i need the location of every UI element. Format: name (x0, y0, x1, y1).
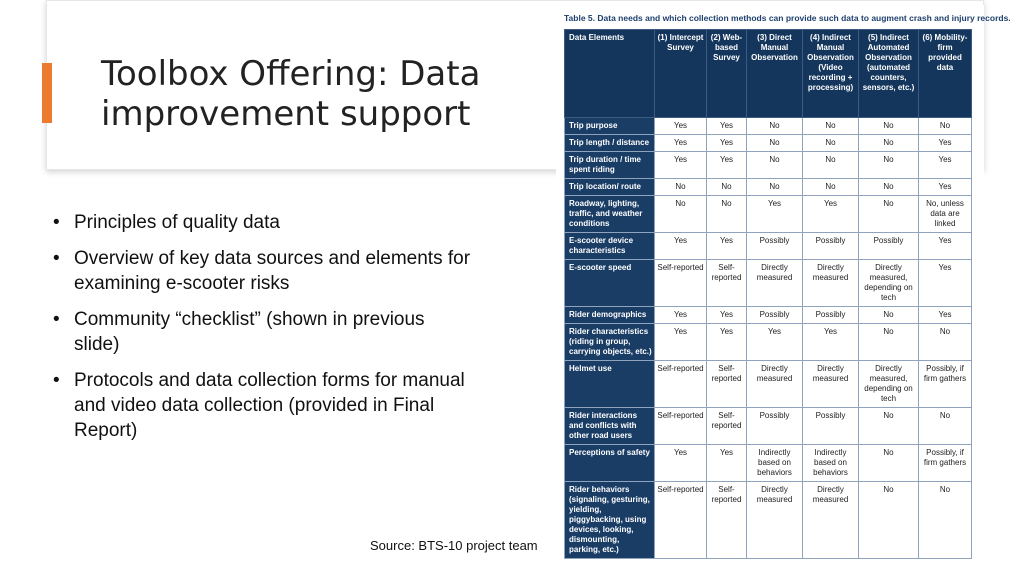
table-cell: No (859, 408, 919, 445)
table-cell: Yes (707, 118, 747, 135)
table-cell: Yes (707, 324, 747, 361)
table-row (565, 482, 972, 559)
table-cell: Directly measured (747, 482, 803, 559)
table-cell: Yes (919, 307, 972, 324)
row-label: Helmet use (565, 361, 655, 408)
table-row (565, 260, 972, 307)
table-cell: Yes (707, 233, 747, 260)
table-cell: No (747, 135, 803, 152)
row-label: Trip length / distance (565, 135, 655, 152)
table-cell: No (859, 324, 919, 361)
table-cell: No (655, 196, 707, 233)
bullet-text: Community “checklist” (shown in previous slide) (74, 309, 425, 355)
slide-title: Toolbox Offering: Data improvement support (101, 54, 481, 134)
bullet-item (53, 368, 473, 443)
table-cell: Possibly (803, 307, 859, 324)
bullet-text: Overview of key data sources and elements for examining e-scooter risks (74, 248, 471, 294)
table-cell: No (919, 408, 972, 445)
table-image (556, 5, 1011, 575)
table-cell: No (803, 135, 859, 152)
table-cell: Yes (655, 152, 707, 179)
table-cell: Yes (707, 307, 747, 324)
row-label: E-scooter speed (565, 260, 655, 307)
row-label: Perceptions of safety (565, 445, 655, 482)
table-cell: Possibly (803, 233, 859, 260)
table-cell: Possibly (747, 233, 803, 260)
table-cell: Yes (655, 445, 707, 482)
bullet-text: Protocols and data collection forms for manual and video data collection (provided in Final Report) (74, 370, 465, 441)
table-cell: Directly measured, depending on tech (859, 361, 919, 408)
bullet-item (53, 307, 473, 357)
table-cell: Directly measured (747, 361, 803, 408)
table-cell: Self-reported (655, 482, 707, 559)
column-header: (2) Web-based Survey (707, 30, 747, 118)
table-cell: Directly measured, depending on tech (859, 260, 919, 307)
bullet-dot-icon: • (53, 370, 60, 391)
table-cell: Possibly (803, 408, 859, 445)
table-cell: Indirectly based on behaviors (803, 445, 859, 482)
table-row (565, 307, 972, 324)
column-header: (3) Direct Manual Observation (747, 30, 803, 118)
table-row (565, 324, 972, 361)
table-row (565, 196, 972, 233)
table-cell: Yes (919, 152, 972, 179)
bullet-dot-icon: • (53, 212, 60, 233)
row-label: Rider characteristics (riding in group, carrying objects, etc.) (565, 324, 655, 361)
table-cell: No (859, 135, 919, 152)
table-cell: Self-reported (707, 482, 747, 559)
table-cell: No (919, 118, 972, 135)
table-cell: Possibly, if firm gathers (919, 445, 972, 482)
table-cell: Self-reported (655, 260, 707, 307)
data-needs-table (564, 29, 972, 559)
column-header: (6) Mobility-firm provided data (919, 30, 972, 118)
table-cell: Directly measured (747, 260, 803, 307)
table-row (565, 118, 972, 135)
table-cell: Yes (707, 152, 747, 179)
table-cell: No (919, 482, 972, 559)
table-cell: Possibly, if firm gathers (919, 361, 972, 408)
column-header: (5) Indirect Automated Observation (automated counters, sensors, etc.) (859, 30, 919, 118)
table-cell: No (919, 324, 972, 361)
table-cell: Possibly (859, 233, 919, 260)
bullet-dot-icon: • (53, 248, 60, 269)
table-cell: Yes (747, 196, 803, 233)
table-cell: Yes (803, 196, 859, 233)
table-cell: No (747, 118, 803, 135)
table-cell: Self-reported (707, 260, 747, 307)
table-cell: Yes (707, 445, 747, 482)
table-cell: Indirectly based on behaviors (747, 445, 803, 482)
bullet-text: Principles of quality data (74, 212, 280, 233)
table-cell: Yes (655, 118, 707, 135)
row-label: Roadway, lighting, traffic, and weather conditions (565, 196, 655, 233)
table-cell: No (859, 445, 919, 482)
table-cell: Yes (707, 135, 747, 152)
table-cell: Directly measured (803, 482, 859, 559)
table-body (565, 118, 972, 559)
table-cell: Self-reported (707, 408, 747, 445)
table-cell: No (803, 118, 859, 135)
table-cell: Yes (655, 324, 707, 361)
table-cell: No (747, 179, 803, 196)
row-label: Rider behaviors (signaling, gesturing, yielding, piggybacking, using devices, looking, dismounting, parking, etc.) (565, 482, 655, 559)
table-cell: Possibly (747, 307, 803, 324)
table-cell: No (859, 482, 919, 559)
bullet-item (53, 246, 473, 296)
row-label: Trip duration / time spent riding (565, 152, 655, 179)
table-cell: No (859, 196, 919, 233)
table-cell: No (859, 307, 919, 324)
column-header: (1) Intercept Survey (655, 30, 707, 118)
table-cell: Possibly (747, 408, 803, 445)
bullet-dot-icon: • (53, 309, 60, 330)
table-cell: Yes (655, 307, 707, 324)
table-cell: Yes (919, 179, 972, 196)
table-cell: Yes (919, 233, 972, 260)
table-cell: Yes (919, 260, 972, 307)
table-cell: Yes (803, 324, 859, 361)
table-cell: No (707, 196, 747, 233)
table-cell: Directly measured (803, 260, 859, 307)
table-row (565, 408, 972, 445)
table-cell: No (655, 179, 707, 196)
row-label: Trip purpose (565, 118, 655, 135)
table-cell: Yes (655, 233, 707, 260)
table-cell: No (859, 179, 919, 196)
table-cell: No (859, 118, 919, 135)
table-cell: No (803, 179, 859, 196)
table-cell: No (747, 152, 803, 179)
table-cell: No (803, 152, 859, 179)
row-label: Trip location/ route (565, 179, 655, 196)
table-cell: Yes (747, 324, 803, 361)
table-header-row (565, 30, 972, 118)
source-note: Source: BTS-10 project team (370, 538, 538, 553)
column-header: (4) Indirect Manual Observation (Video recording + processing) (803, 30, 859, 118)
column-header: Data Elements (565, 30, 655, 118)
table-cell: Self-reported (707, 361, 747, 408)
bullet-list (53, 210, 473, 454)
table-cell: Directly measured (803, 361, 859, 408)
accent-bar (42, 63, 52, 123)
bullet-item (53, 210, 473, 235)
table-cell: No (707, 179, 747, 196)
row-label: Rider demographics (565, 307, 655, 324)
table-cell: No (859, 152, 919, 179)
table-caption: Table 5. Data needs and which collection methods can provide such data to augment crash and injury records. (564, 13, 1011, 23)
table-cell: Self-reported (655, 408, 707, 445)
row-label: Rider interactions and conflicts with other road users (565, 408, 655, 445)
table-cell: Yes (919, 135, 972, 152)
table-row (565, 135, 972, 152)
table-cell: Self-reported (655, 361, 707, 408)
table-row (565, 152, 972, 179)
table-cell: No, unless data are linked (919, 196, 972, 233)
table-row (565, 179, 972, 196)
table-row (565, 233, 972, 260)
row-label: E-scooter device characteristics (565, 233, 655, 260)
table-cell: Yes (655, 135, 707, 152)
table-row (565, 361, 972, 408)
table-row (565, 445, 972, 482)
